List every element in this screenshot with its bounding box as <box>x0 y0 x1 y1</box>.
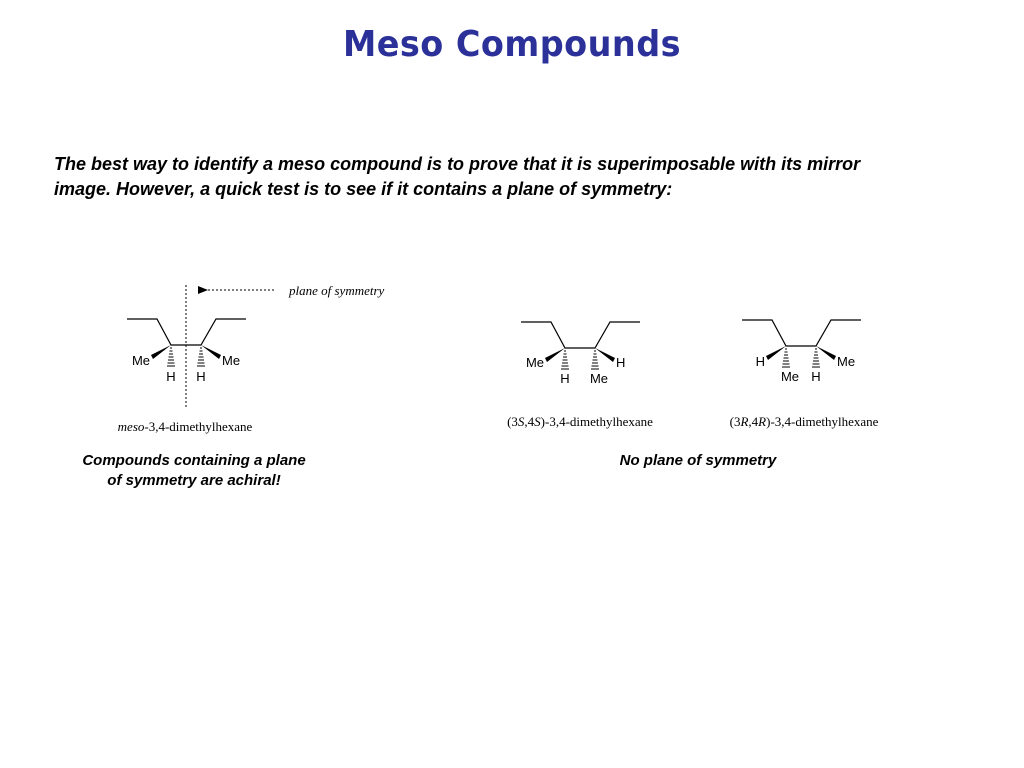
rr-name-c: ,4 <box>748 414 759 429</box>
ss-wedge-right <box>595 348 615 362</box>
meso-left-top-label: Me <box>131 353 150 368</box>
meso-hash-right <box>197 348 205 366</box>
ss-name-a: (3 <box>507 414 518 429</box>
meso-wedge-left <box>151 345 171 359</box>
meso-right-bottom-label: H <box>196 369 206 384</box>
rr-right-top-label: Me <box>837 354 856 369</box>
meso-wedge-right <box>201 345 221 359</box>
meso-left-bottom-label: H <box>166 369 176 384</box>
ss-structure <box>507 322 653 429</box>
meso-structure <box>118 283 385 434</box>
ss-name-e: )-3,4-dimethylhexane <box>540 414 653 429</box>
rr-structure <box>730 320 879 429</box>
rr-hash-right <box>812 349 820 367</box>
rr-name <box>730 414 879 429</box>
ss-name-d: S <box>534 414 541 429</box>
ss-name-b: S <box>517 414 525 429</box>
meso-name-rest: -3,4-dimethylhexane <box>144 419 253 434</box>
rr-wedge-right <box>816 346 836 360</box>
ss-right-top-label: H <box>616 355 626 370</box>
symmetry-plane-label: plane of symmetry <box>289 283 385 298</box>
intro-line-2: image. However, a quick test is to see if it contains a plane of symmetry: <box>54 179 673 199</box>
ss-name <box>507 414 653 429</box>
ss-left-top-label: Me <box>525 355 544 370</box>
ss-right-bottom-label: Me <box>589 371 609 386</box>
rr-right-bottom-label: H <box>811 369 821 384</box>
rr-hash-left <box>782 349 790 367</box>
rr-name-d: R <box>758 414 767 429</box>
rr-skeleton <box>742 320 861 346</box>
slide-title: Meso Compounds <box>342 24 682 65</box>
no-plane-caption: No plane of symmetry <box>619 452 777 469</box>
intro-line-1: The best way to identify a meso compound is to prove that it is superimposable with its mirror <box>54 154 861 174</box>
meso-hash-left <box>167 348 175 366</box>
rr-name-a: (3 <box>729 414 741 429</box>
rr-wedge-left <box>766 346 786 360</box>
rr-left-top-label: H <box>755 354 765 369</box>
achiral-caption <box>44 451 344 491</box>
ss-hash-right <box>591 351 599 369</box>
rr-name-e: )-3,4-dimethylhexane <box>766 414 879 429</box>
rr-name-b: R <box>740 414 749 429</box>
meso-right-top-label: Me <box>222 353 241 368</box>
ss-name-c: ,4 <box>524 414 535 429</box>
achiral-caption-line-1: Compounds containing a plane <box>82 452 306 469</box>
ss-left-bottom-label: H <box>560 371 570 386</box>
meso-name-prefix: meso <box>117 419 145 434</box>
ss-skeleton <box>521 322 640 348</box>
ss-hash-left <box>561 351 569 369</box>
ss-wedge-left <box>545 348 565 362</box>
meso-name <box>118 419 253 434</box>
rr-left-bottom-label: Me <box>780 369 800 384</box>
achiral-caption-line-2: of symmetry are achiral! <box>107 472 281 489</box>
